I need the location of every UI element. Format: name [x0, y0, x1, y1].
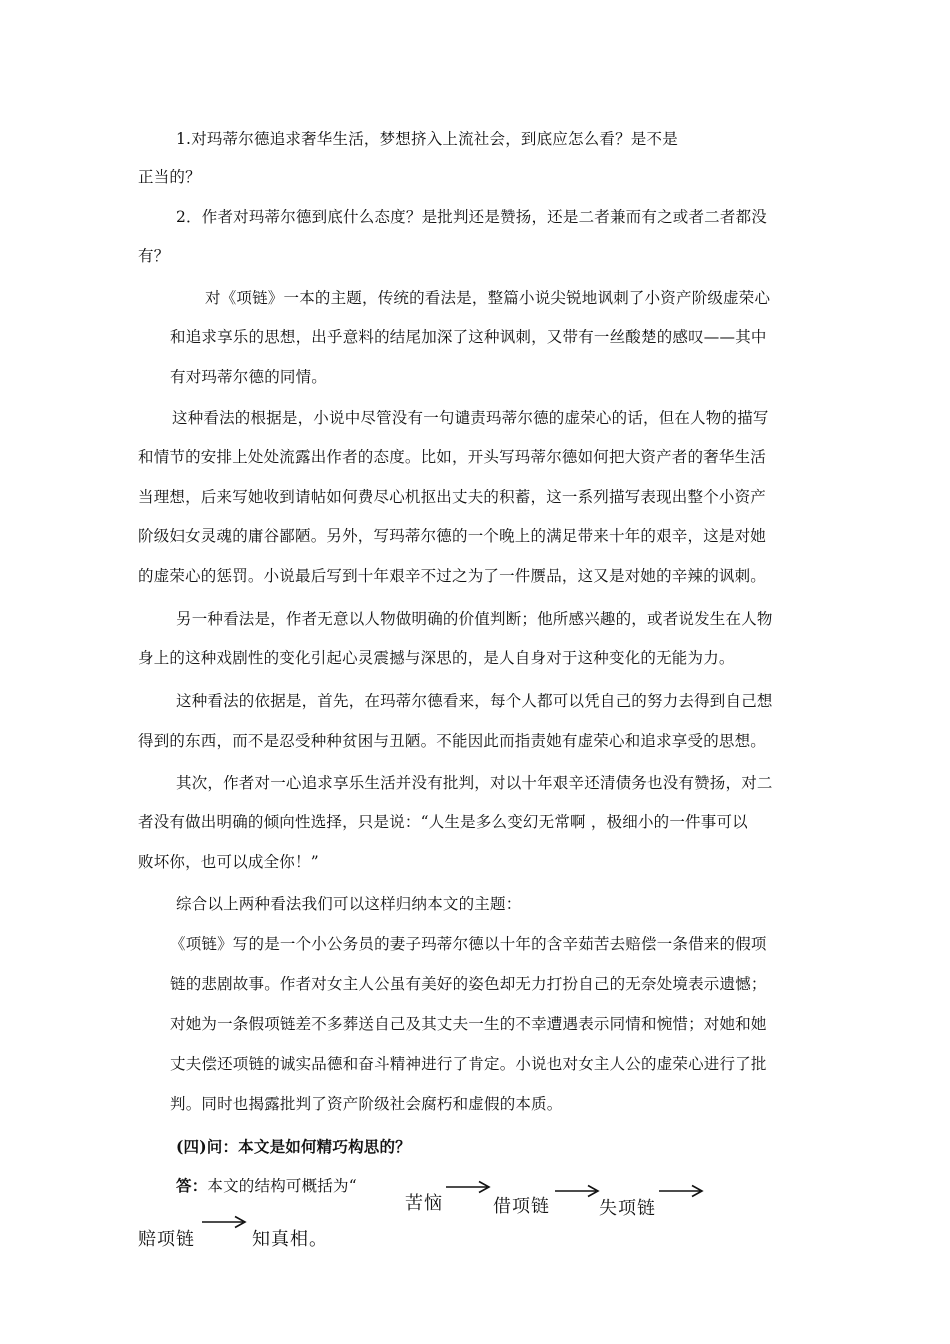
paragraph-7-line-2: 链的悲剧故事。作者对女主人公虽有美好的姿色却无力打扮自己的无奈处境表示遗憾； [170, 975, 767, 993]
paragraph-5-line-2: 者没有做出明确的倾向性选择，只是说：“人生是多么变幻无常啊 ，极细小的一件事可以 [138, 813, 748, 831]
flow-step-3: 失项链 [599, 1198, 656, 1219]
paragraph-5-line-1: 其次，作者对一心追求享乐生活并没有批判，对以十年艰辛还清债务也没有赞扬，对二 [176, 774, 773, 792]
flow-arrow-1-icon [445, 1180, 491, 1194]
question-1-line-1: 1.对玛蒂尔德追求奢华生活，梦想挤入上流社会，到底应怎么看？是不是 [176, 130, 678, 148]
paragraph-4-line-2: 得到的东西，而不是忍受种种贫困与丑陋。不能因此而指责她有虚荣心和追求享受的思想。 [138, 732, 767, 750]
question-2-line-2: 有？ [138, 247, 170, 265]
answer-line [176, 1176, 357, 1196]
flow-arrow-4-icon [201, 1215, 247, 1229]
paragraph-5-line-3: 败坏你，也可以成全你！” [138, 853, 319, 871]
flow-step-1: 苦恼 [405, 1193, 443, 1214]
section-4-heading: (四)问：本文是如何精巧构思的？ [176, 1137, 411, 1156]
paragraph-1-line-3: 有对玛蒂尔德的同情。 [170, 368, 328, 386]
flow-step-2: 借项链 [493, 1196, 550, 1217]
paragraph-2-line-4: 阶级妇女灵魂的庸谷鄙陋。另外，写玛蒂尔德的一个晚上的满足带来十年的艰辛，这是对她 [138, 527, 767, 545]
question-1-line-2: 正当的？ [138, 168, 201, 186]
flow-step-5: 知真相。 [252, 1229, 328, 1250]
question-2-line-1: 2．作者对玛蒂尔德到底什么态度？是批判还是赞扬，还是二者兼而有之或者二者都没 [176, 208, 767, 226]
paragraph-7-line-4: 丈夫偿还项链的诚实品德和奋斗精神进行了肯定。小说也对女主人公的虚荣心进行了批 [170, 1055, 767, 1073]
paragraph-2-line-3: 当理想，后来写她收到请帖如何费尽心机抠出丈夫的积蓄，这一系列描写表现出整个小资产 [138, 488, 767, 506]
paragraph-1-line-1: 对《项链》一本的主题，传统的看法是，整篇小说尖锐地讽刺了小资产阶级虚荣心 [205, 289, 771, 307]
paragraph-7-line-1: 《项链》写的是一个小公务员的妻子玛蒂尔德以十年的含辛茹苦去赔偿一条借来的假项 [170, 935, 767, 953]
paragraph-7-line-3: 对她为一条假项链差不多葬送自己及其丈夫一生的不幸遭遇表示同情和惋惜；对她和她 [170, 1015, 767, 1033]
paragraph-3-line-2: 身上的这种戏剧性的变化引起心灵震撼与深思的，是人自身对于这种变化的无能为力。 [138, 649, 735, 667]
answer-label: 答： [176, 1176, 208, 1195]
paragraph-2-line-2: 和情节的安排上处处流露出作者的态度。比如，开头写玛蒂尔德如何把大资产者的奢华生活 [138, 448, 767, 466]
paragraph-2-line-5: 的虚荣心的惩罚。小说最后写到十年艰辛不过之为了一件赝品，这又是对她的辛辣的讽刺。 [138, 567, 767, 585]
paragraph-3-line-1: 另一种看法是，作者无意以人物做明确的价值判断；他所感兴趣的，或者说发生在人物 [176, 610, 773, 628]
paragraph-7-line-5: 判。同时也揭露批判了资产阶级社会腐朽和虚假的本质。 [170, 1095, 563, 1113]
flow-arrow-3-icon [658, 1184, 704, 1198]
flow-arrow-2-icon [554, 1184, 600, 1198]
flow-step-4: 赔项链 [138, 1229, 195, 1250]
paragraph-2-line-1: 这种看法的根据是，小说中尽管没有一句谴责玛蒂尔德的虚荣心的话，但在人物的描写 [172, 409, 769, 427]
answer-text: 本文的结构可概括为“ [207, 1177, 357, 1195]
paragraph-4-line-1: 这种看法的依据是，首先，在玛蒂尔德看来，每个人都可以凭自己的努力去得到自己想 [176, 692, 773, 710]
paragraph-1-line-2: 和追求享乐的思想，出乎意料的结尾加深了这种讽刺，又带有一丝酸楚的感叹——其中 [170, 328, 767, 346]
paragraph-6-line-1: 综合以上两种看法我们可以这样归纳本文的主题： [176, 895, 522, 913]
